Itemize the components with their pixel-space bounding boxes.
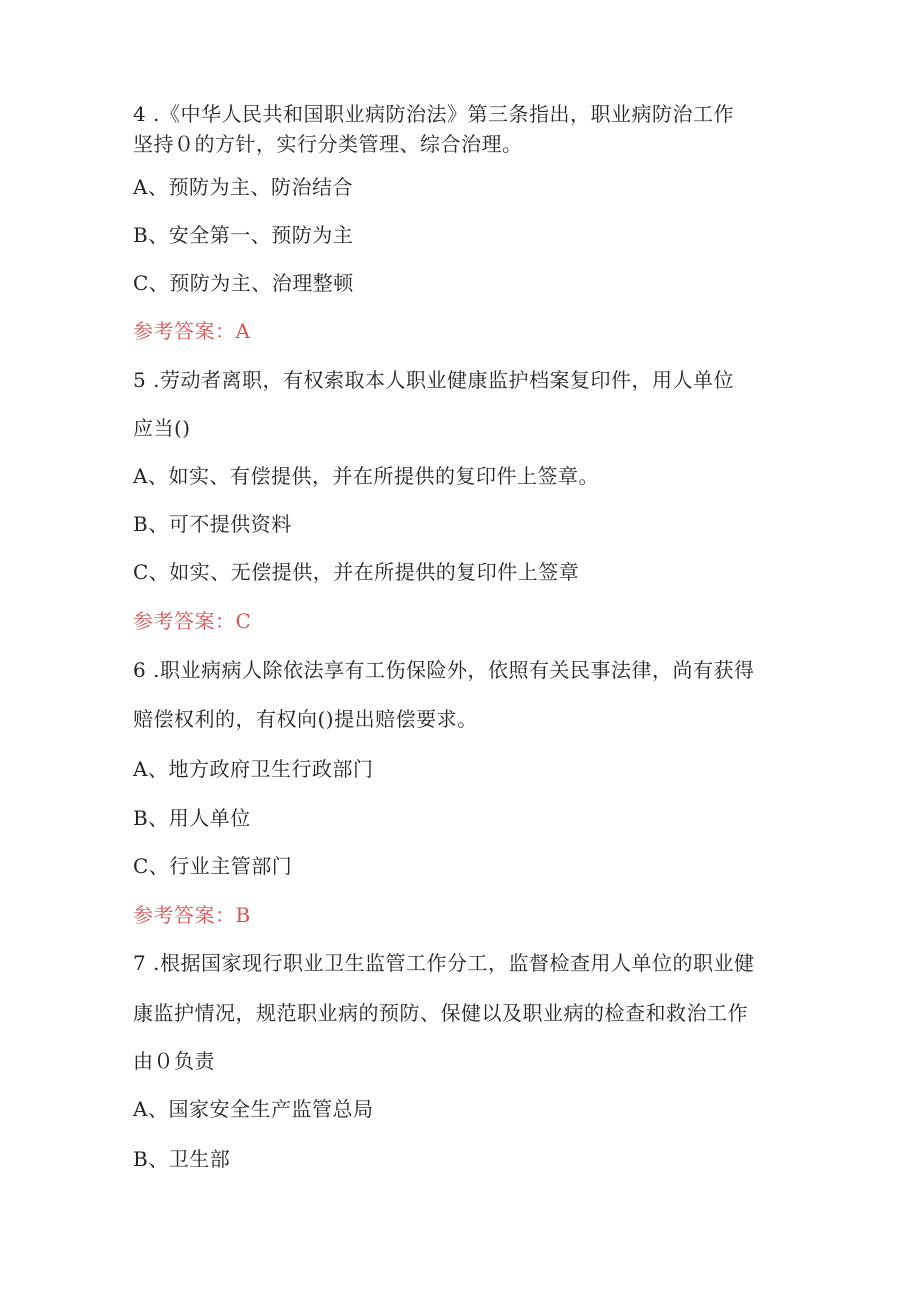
question-5-line-2: 应当() bbox=[133, 416, 191, 440]
question-5-option-b: B、可不提供资料 bbox=[133, 512, 292, 536]
question-6-option-b: B、用人单位 bbox=[133, 806, 251, 830]
question-7-option-b: B、卫生部 bbox=[133, 1147, 231, 1171]
question-4-line-1: 4 .《中华人民共和国职业病防治法》第三条指出，职业病防治工作 bbox=[133, 102, 734, 126]
question-5-option-c: C、如实、无偿提供，并在所提供的复印件上签章 bbox=[133, 560, 580, 584]
question-7-line-3: 由０负责 bbox=[133, 1049, 215, 1073]
question-4-option-a: A、预防为主、防治结合 bbox=[133, 175, 353, 199]
question-5-line-1: 5 .劳动者离职，有权索取本人职业健康监护档案复印件，用人单位 bbox=[133, 368, 734, 392]
question-4-option-b: B、安全第一、预防为主 bbox=[133, 223, 354, 247]
question-4-line-2: 坚持０的方针，实行分类管理、综合治理。 bbox=[133, 132, 523, 156]
question-6-line-2: 赔偿权利的，有权向()提出赔偿要求。 bbox=[133, 707, 478, 731]
question-6-option-c: C、行业主管部门 bbox=[133, 854, 293, 878]
question-6-line-1: 6 .职业病病人除依法享有工伤保险外，依照有关民事法律，尚有获得 bbox=[133, 658, 755, 682]
question-4-option-c: C、预防为主、治理整顿 bbox=[133, 271, 354, 295]
question-5-answer: 参考答案：C bbox=[133, 609, 252, 633]
question-7-option-a: A、国家安全生产监管总局 bbox=[133, 1097, 374, 1121]
question-7-line-2: 康监护情况，规范职业病的预防、保健以及职业病的检查和救治工作 bbox=[133, 1001, 748, 1025]
question-6-option-a: A、地方政府卫生行政部门 bbox=[133, 757, 374, 781]
question-6-answer: 参考答案：B bbox=[133, 903, 251, 927]
question-4-answer: 参考答案：A bbox=[133, 319, 251, 343]
question-7-line-1: 7 .根据国家现行职业卫生监管工作分工，监督检查用人单位的职业健 bbox=[133, 951, 755, 975]
question-5-option-a: A、如实、有偿提供，并在所提供的复印件上签章。 bbox=[133, 464, 599, 488]
